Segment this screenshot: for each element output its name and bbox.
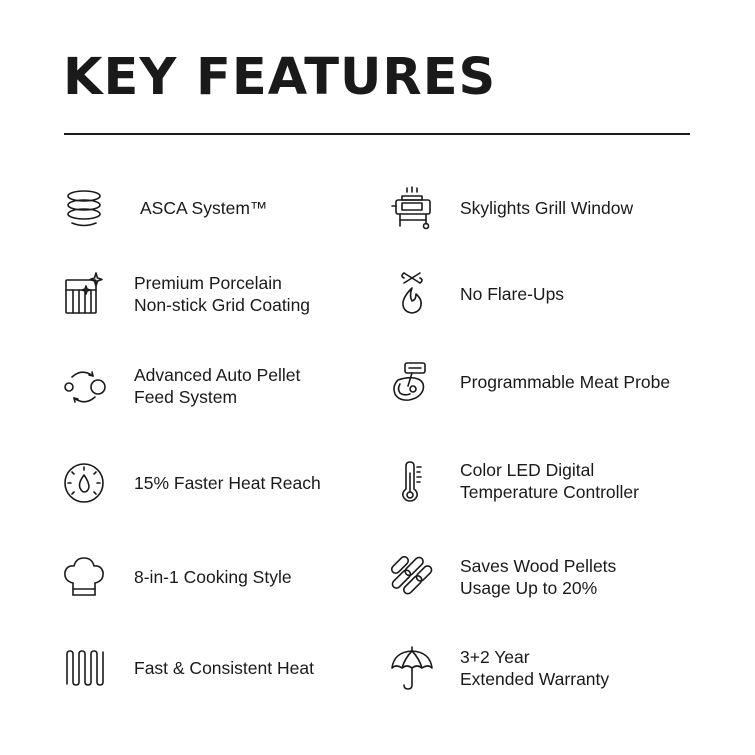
feature-line: Extended Warranty [460, 669, 610, 689]
feature-meat-probe [390, 360, 710, 420]
feature-line: No Flare-Ups [460, 284, 565, 304]
wood-pellets-icon [390, 555, 434, 599]
feature-label [460, 555, 616, 599]
feature-porcelain-grid [62, 272, 382, 332]
feature-label [134, 555, 292, 599]
page-title: KEY FEATURES [63, 48, 497, 107]
feature-line: Fast & Consistent Heat [134, 658, 314, 678]
feature-auto-pellet-feed [62, 364, 382, 424]
feature-label [140, 186, 267, 230]
feature-line: Programmable Meat Probe [460, 372, 671, 392]
feature-label [134, 646, 314, 690]
feature-line: Feed System [134, 387, 238, 407]
coil-rings-icon [62, 186, 106, 230]
feature-label [460, 646, 609, 690]
feature-line: Saves Wood Pellets [460, 556, 617, 576]
heating-coil-icon [62, 646, 106, 690]
feature-wood-pellets [390, 555, 710, 615]
sparkling-grid-icon [62, 272, 106, 316]
umbrella-icon [390, 646, 434, 690]
feature-asca-system [62, 186, 382, 246]
feature-label [460, 186, 633, 230]
feature-label [460, 360, 670, 404]
feature-line: 15% Faster Heat Reach [134, 473, 321, 493]
feature-faster-heat [62, 461, 382, 521]
feature-grill-window [390, 186, 710, 246]
feature-led-controller [390, 459, 710, 519]
feature-line: 8-in-1 Cooking Style [134, 567, 292, 587]
feature-consistent-heat [62, 646, 382, 706]
feature-line: Usage Up to 20% [460, 578, 598, 598]
feature-line: Advanced Auto Pellet [134, 365, 301, 385]
feature-label [460, 272, 564, 316]
gauge-flame-icon [62, 461, 106, 505]
feature-line: Premium Porcelain [134, 273, 282, 293]
no-flame-icon [390, 272, 434, 316]
feature-label [134, 364, 300, 408]
meat-probe-icon [390, 360, 434, 404]
feature-line: Color LED Digital [460, 460, 595, 480]
feature-line: Temperature Controller [460, 482, 639, 502]
feature-extended-warranty [390, 646, 710, 706]
feature-label [134, 461, 321, 505]
feature-line: ASCA System™ [140, 198, 268, 218]
feature-line: Non-stick Grid Coating [134, 295, 311, 315]
feature-no-flare-ups [390, 272, 710, 332]
cycle-arrows-icon [62, 364, 106, 408]
title-divider [64, 133, 690, 135]
chef-hat-icon [62, 555, 106, 599]
feature-line: 3+2 Year [460, 647, 530, 667]
feature-label [134, 272, 310, 316]
feature-label [460, 459, 639, 503]
grill-window-icon [390, 186, 434, 230]
feature-line: Skylights Grill Window [460, 198, 634, 218]
feature-cooking-style [62, 555, 382, 615]
thermometer-icon [390, 459, 434, 503]
